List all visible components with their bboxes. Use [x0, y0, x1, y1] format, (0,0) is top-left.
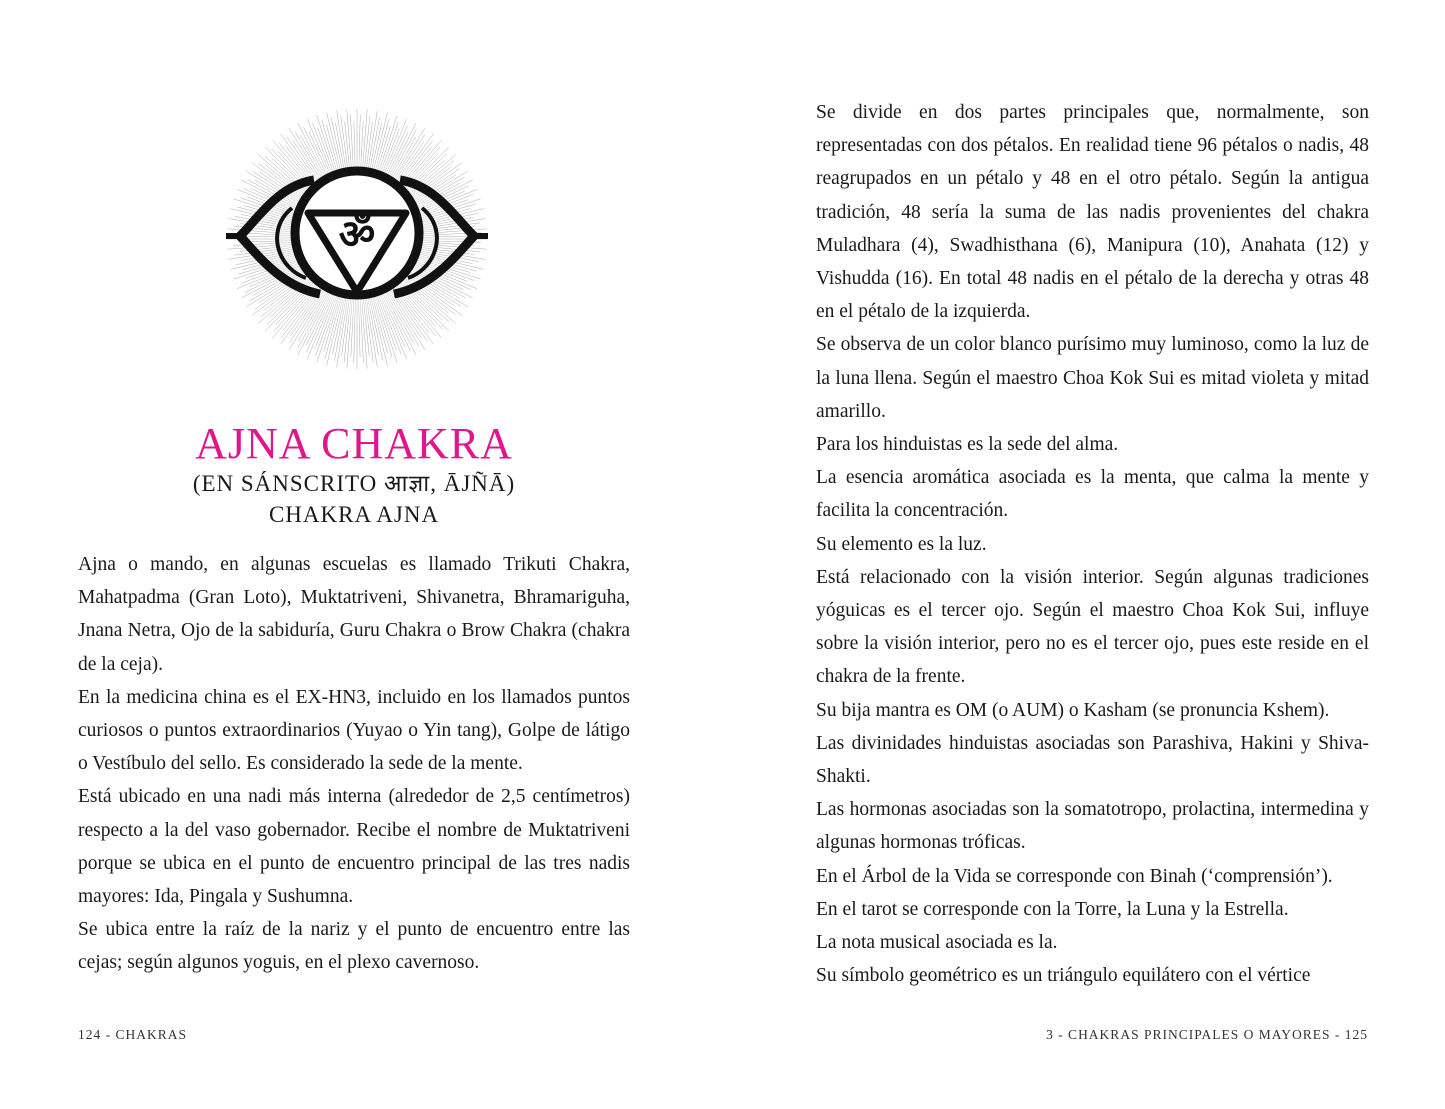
- left-page: [0, 0, 722, 1109]
- paragraph: Las divinidades hinduistas asociadas son Parashiva, Hakini y Shiva-Shakti.: [816, 732, 1369, 788]
- paragraph: En el tarot se corresponde con la Torre, la Luna y la Estrella.: [816, 898, 1289, 920]
- paragraph: Se ubica entre la raíz de la nariz y el punto de encuentro entre las cejas; según algunos yoguis, en el plexo cavernoso.: [78, 919, 630, 974]
- paragraph: Las hormonas asociadas son la somatotropo, prolactina, intermedina y algunas hormonas tróficas.: [816, 799, 1369, 854]
- right-body-text: [816, 96, 1369, 992]
- paragraph: Está ubicado en una nadi más interna (alrededor de 2,5 centímetros) respecto a la del vaso gobernador. Recibe el nombre de Muktatriveni porque se ubica en el punto de encuentro principal de las tres nadis mayores: Ida, Pingala y Sushumna.: [78, 786, 630, 908]
- paragraph: Su bija mantra es OM (o AUM) o Kasham (se pronuncia Kshem).: [816, 699, 1330, 721]
- paragraph: Ajna o mando, en algunas escuelas es llamado Trikuti Chakra, Mahatpadma (Gran Loto), Muktatriveni, Shivanetra, Bhramariguha, Jnana Netra, Ojo de la sabiduría, Guru Chakra o Brow Chakra (chakra de la ceja).: [78, 554, 630, 675]
- ajna-chakra-symbol-icon: [222, 108, 492, 370]
- left-body-text: [78, 548, 630, 980]
- paragraph: Para los hinduistas es la sede del alma.: [816, 434, 1119, 456]
- paragraph: Se divide en dos partes principales que, normalmente, son representadas con dos pétalos. En realidad tiene 96 pétalos o nadis, 48 reagrupados en un pétalo y 48 en el otro pétalo. Según la antigua tradición, 48 sería la suma de las nadis provenientes del chakra Muladhara (4), Swadhisthana (6), Manipura (10), Anahata (12) y Vishudda (16). En total 48 nadis en el pétalo de la derecha y otras 48 en el pétalo de la izquierda.: [816, 102, 1369, 323]
- right-page: [722, 0, 1445, 1109]
- paragraph: Está relacionado con la visión interior. Según algunas tradiciones yóguicas es el tercer ojo. Según el maestro Choa Kok Sui, influye sobre la visión interior, pero no es el tercer ojo, pues este reside en el chakra de la frente.: [816, 566, 1369, 688]
- svg-text:ॐ: ॐ: [338, 212, 376, 258]
- paragraph: La nota musical asociada es la.: [816, 932, 1058, 954]
- sanskrit-subtitle: (EN SÁNSCRITO आज्ञा, ĀJÑĀ): [192, 471, 516, 496]
- paragraph: Su elemento es la luz.: [816, 533, 987, 555]
- paragraph: Su símbolo geométrico es un triángulo equilátero con el vértice: [816, 965, 1311, 987]
- paragraph: Se observa de un color blanco purísimo muy luminoso, como la luz de la luna llena. Según el maestro Choa Kok Sui es mitad violeta y mitad amarillo.: [816, 334, 1369, 422]
- page-title: AJNA CHAKRA: [195, 419, 513, 468]
- chakra-subtitle: CHAKRA AJNA: [268, 502, 440, 527]
- paragraph: La esencia aromática asociada es la menta, que calma la mente y facilita la concentración.: [816, 467, 1369, 522]
- paragraph: En la medicina china es el EX-HN3, incluido en los llamados puntos curiosos o puntos extraordinarios (Yuyao o Yin tang), Golpe de látigo o Vestíbulo del sello. Es considerado la sede de la mente.: [78, 686, 630, 775]
- paragraph: En el Árbol de la Vida se corresponde con Binah (‘comprensión’).: [816, 865, 1333, 887]
- folio-right: 3 - CHAKRAS PRINCIPALES O MAYORES - 125: [1046, 1027, 1368, 1042]
- folio-left: 124 - CHAKRAS: [78, 1027, 188, 1042]
